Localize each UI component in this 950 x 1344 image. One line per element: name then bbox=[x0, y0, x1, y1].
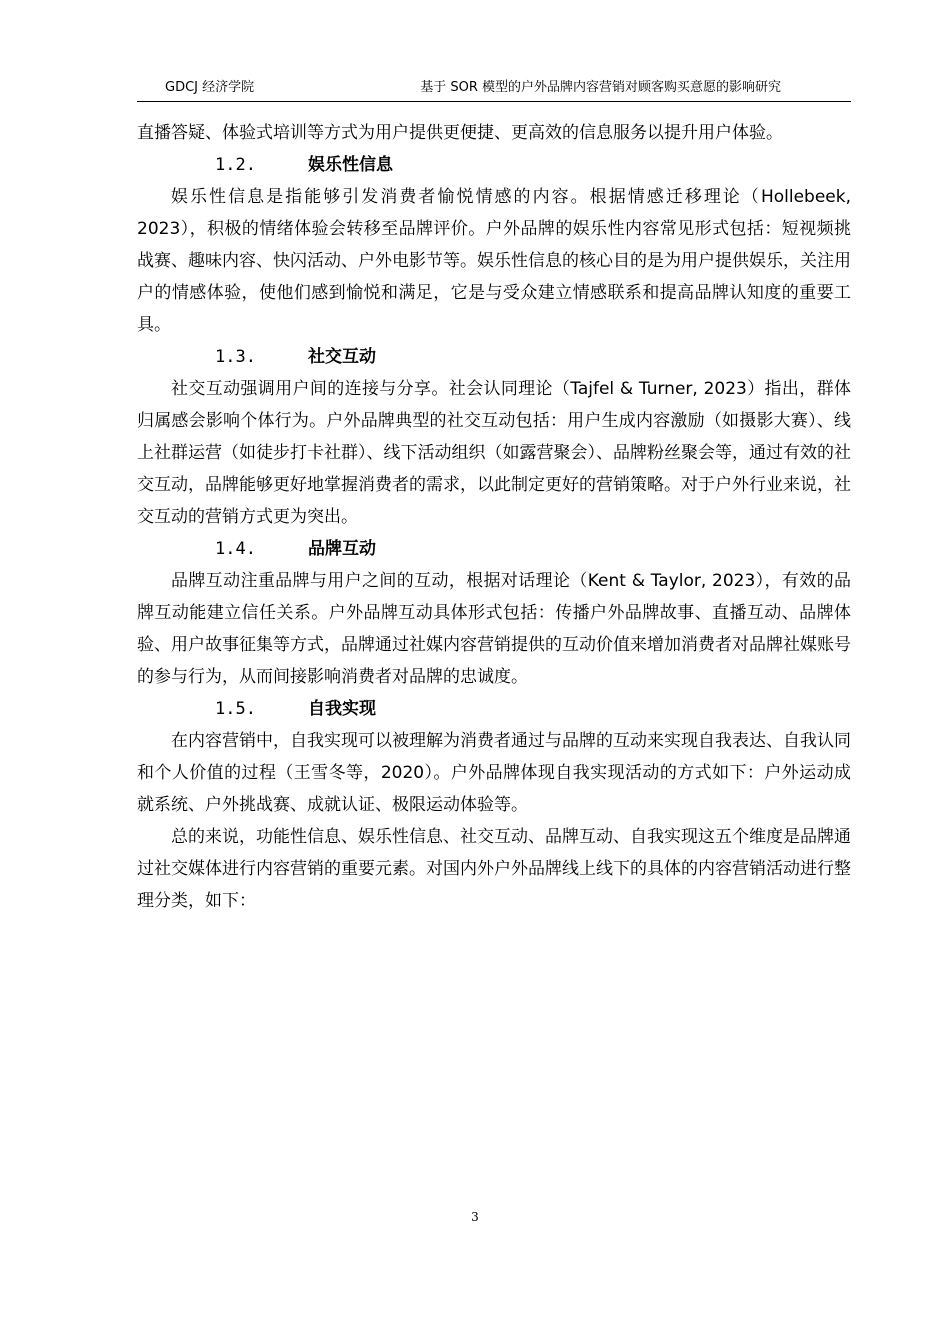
header-rule bbox=[137, 101, 851, 102]
paragraph-summary: 总的来说，功能性信息、娱乐性信息、社交互动、品牌互动、自我实现这五个维度是品牌通过社交媒体进行内容营销的重要元素。对国内外户外品牌线上线下的具体的内容营销活动进行整理分类，如下： bbox=[137, 827, 851, 911]
page-number: 3 bbox=[471, 1210, 479, 1224]
section-title: 社交互动 bbox=[308, 347, 376, 367]
section-heading-1-2 bbox=[137, 149, 851, 181]
section-number: 1.3. bbox=[215, 347, 256, 367]
section-heading-1-4 bbox=[137, 533, 851, 565]
paragraph-social-interaction: 社交互动强调用户间的连接与分享。社会认同理论（Tajfel & Turner, 2023）指出，群体归属感会影响个体行为。户外品牌典型的社交互动包括：用户生成内容激励（如摄影大赛）、线上社群运营（如徒步打卡社群）、线下活动组织（如露营聚会）、品牌粉丝聚会等，通过有效的社交互动，品牌能够更好地掌握消费者的需求，以此制定更好的营销策略。对于户外行业来说，社交互动的营销方式更为突出。 bbox=[137, 379, 851, 527]
section-number: 1.2. bbox=[215, 155, 256, 175]
page-content bbox=[137, 117, 851, 917]
page-header bbox=[137, 79, 851, 101]
paragraph-entertainment: 娱乐性信息是指能够引发消费者愉悦情感的内容。根据情感迁移理论（Hollebeek, 2023），积极的情绪体验会转移至品牌评价。户外品牌的娱乐性内容常见形式包括：短视频挑战赛、趣味内容、快闪活动、户外电影节等。娱乐性信息的核心目的是为用户提供娱乐，关注用户的情感体验，使他们感到愉悦和满足，它是与受众建立情感联系和提高品牌认知度的重要工具。 bbox=[137, 187, 851, 335]
paragraph-self-actualization: 在内容营销中，自我实现可以被理解为消费者通过与品牌的互动来实现自我表达、自我认同和个人价值的过程（王雪冬等，2020）。户外品牌体现自我实现活动的方式如下：户外运动成就系统、户外挑战赛、成就认证、极限运动体验等。 bbox=[137, 731, 851, 815]
section-title: 娱乐性信息 bbox=[308, 155, 393, 175]
paragraph-continuation: 直播答疑、体验式培训等方式为用户提供更便捷、更高效的信息服务以提升用户体验。 bbox=[137, 123, 783, 143]
header-institution: GDCJ 经济学院 bbox=[165, 80, 255, 95]
section-title: 品牌互动 bbox=[308, 539, 376, 559]
paragraph-brand-interaction: 品牌互动注重品牌与用户之间的互动，根据对话理论（Kent & Taylor, 2023），有效的品牌互动能建立信任关系。户外品牌互动具体形式包括：传播户外品牌故事、直播互动、品牌体验、用户故事征集等方式，品牌通过社媒内容营销提供的互动价值来增加消费者对品牌社媒账号的参与行为，从而间接影响消费者对品牌的忠诚度。 bbox=[137, 571, 851, 687]
section-number: 1.4. bbox=[215, 539, 256, 559]
section-number: 1.5. bbox=[215, 699, 256, 719]
section-heading-1-5 bbox=[137, 693, 851, 725]
section-heading-1-3 bbox=[137, 341, 851, 373]
header-title: 基于 SOR 模型的户外品牌内容营销对顾客购买意愿的影响研究 bbox=[420, 80, 781, 95]
section-title: 自我实现 bbox=[308, 699, 376, 719]
